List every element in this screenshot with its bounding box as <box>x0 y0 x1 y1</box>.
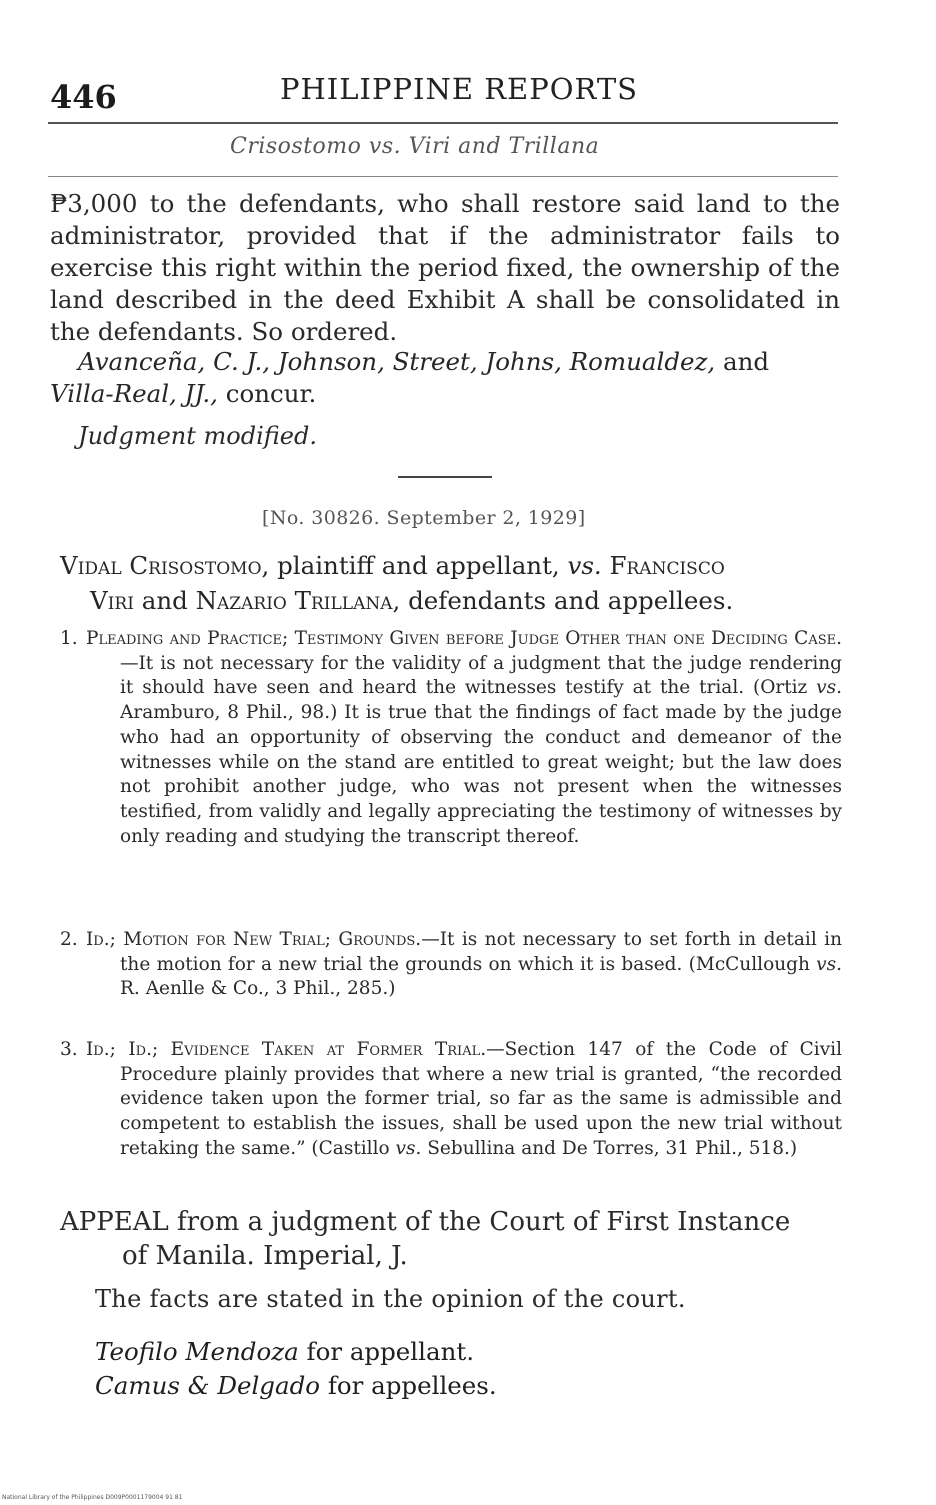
concur-word: concur. <box>217 379 317 408</box>
disposition: Judgment modified. <box>78 422 317 450</box>
appeal-line-2: of Manila. Imperial, J. <box>122 1241 408 1271</box>
docket-number: [No. 30826. September 2, 1929] <box>262 507 586 529</box>
syllabus-item-3 <box>60 1038 842 1162</box>
defendant-surname: Viri <box>90 586 134 615</box>
appeal-statement <box>60 1205 850 1273</box>
syllabus-text: —It is not necessary for the validity of a judgment that the judge rendering it should have seen and heard the witnesses testify at the trial. (Ortiz <box>120 652 842 699</box>
syllabus-vs: vs. <box>395 1137 422 1159</box>
concur-and: and <box>715 347 770 376</box>
syllabus-vs: vs. <box>816 953 842 975</box>
counsel-appellees <box>95 1371 497 1400</box>
header-rule <box>48 122 838 124</box>
syllabus-number: 2. <box>60 929 78 950</box>
appeal-line-1: APPEAL from a judgment of the Court of First Instance <box>60 1207 791 1237</box>
scan-footer: National Library of the Philippines D009P0001179004 91 81 <box>2 1494 183 1501</box>
syllabus-heading: Pleading and Practice; Testimony Given before Judge Other than one Deciding Case. <box>86 628 842 649</box>
plaintiff-role: plaintiff and appellant, <box>269 551 568 580</box>
syllabus-text-cont: Sebullina and De Torres, 31 Phil., 518.) <box>421 1137 798 1159</box>
counsel-name: Camus & Delgado <box>95 1371 321 1400</box>
syllabus-number: 3. <box>60 1039 78 1060</box>
counsel-role: for appellees. <box>320 1371 497 1400</box>
running-title: Crisostomo vs. Viri and Trillana <box>230 134 600 159</box>
case-separator <box>398 476 492 478</box>
caption-line-2 <box>60 583 840 618</box>
running-title-rule <box>48 176 838 177</box>
defendant-2-name: Nazario Trillana, <box>195 586 401 615</box>
syllabus-text: —Section 147 of the Code of Civil Procedure plainly provides that where a new trial is granted, “the recorded evidence taken upon the former trial, so far as the same is admissible and competent to establish the issues, shall be used upon the new trial without retaking the same.” (Castillo <box>120 1039 842 1159</box>
caption-vs: vs. <box>567 551 602 580</box>
syllabus-text-cont: R. Aenlle & Co., 3 Phil., 285.) <box>120 978 396 1000</box>
syllabus-vs: vs. <box>816 677 842 699</box>
syllabus-number: 1. <box>60 628 78 649</box>
page-number: 446 <box>50 78 117 116</box>
concurring-justices: Avanceña, C. J., Johnson, Street, Johns, Romualdez, <box>78 347 716 376</box>
previous-case-paragraph: ₱3,000 to the defendants, who shall restore said land to the administrator, provided that if the administrator fails to exercise this right within the period fixed, the ownership of the land described in the deed Exhibit A shall be consolidated in the defendants. So ordered. <box>50 189 840 346</box>
syllabus-heading: Id.; Id.; Evidence Taken at Former Trial. <box>86 1039 487 1060</box>
syllabus-text: —It is not necessary to set forth in detail in the motion for a new trial the grounds on which it is based. (McCullough <box>120 929 842 975</box>
concurrence-line <box>50 346 840 410</box>
plaintiff-name: Vidal Crisostomo, <box>60 551 270 580</box>
caption-and: and <box>133 586 196 615</box>
defendant-first-name: Francisco <box>601 551 725 580</box>
facts-statement: The facts are stated in the opinion of the court. <box>95 1285 686 1313</box>
case-caption <box>60 548 840 618</box>
syllabus-heading: Id.; Motion for New Trial; Grounds. <box>86 929 422 950</box>
defendant-role: defendants and appellees. <box>400 586 734 615</box>
counsel-appellant <box>95 1337 474 1366</box>
syllabus-text-cont: Aramburo, 8 Phil., 98.) It is true that the findings of fact made by the judge who had an opportunity of observing the conduct and demeanor of the witnesses while on the stand are entitled to great weight; but the law does not prohibit another judge, who was not present when the witnesses testified, from validly and legally appreciating the testimony of witnesses by only reading and studying the transcript thereof. <box>120 702 842 847</box>
reporter-title: PHILIPPINE REPORTS <box>280 72 639 106</box>
syllabus-item-1 <box>60 627 842 849</box>
counsel-name: Teofilo Mendoza <box>95 1337 299 1366</box>
concurring-justices-2: Villa-Real, JJ., <box>50 379 218 408</box>
counsel-role: for appellant. <box>298 1337 474 1366</box>
syllabus-item-2 <box>60 928 842 1002</box>
